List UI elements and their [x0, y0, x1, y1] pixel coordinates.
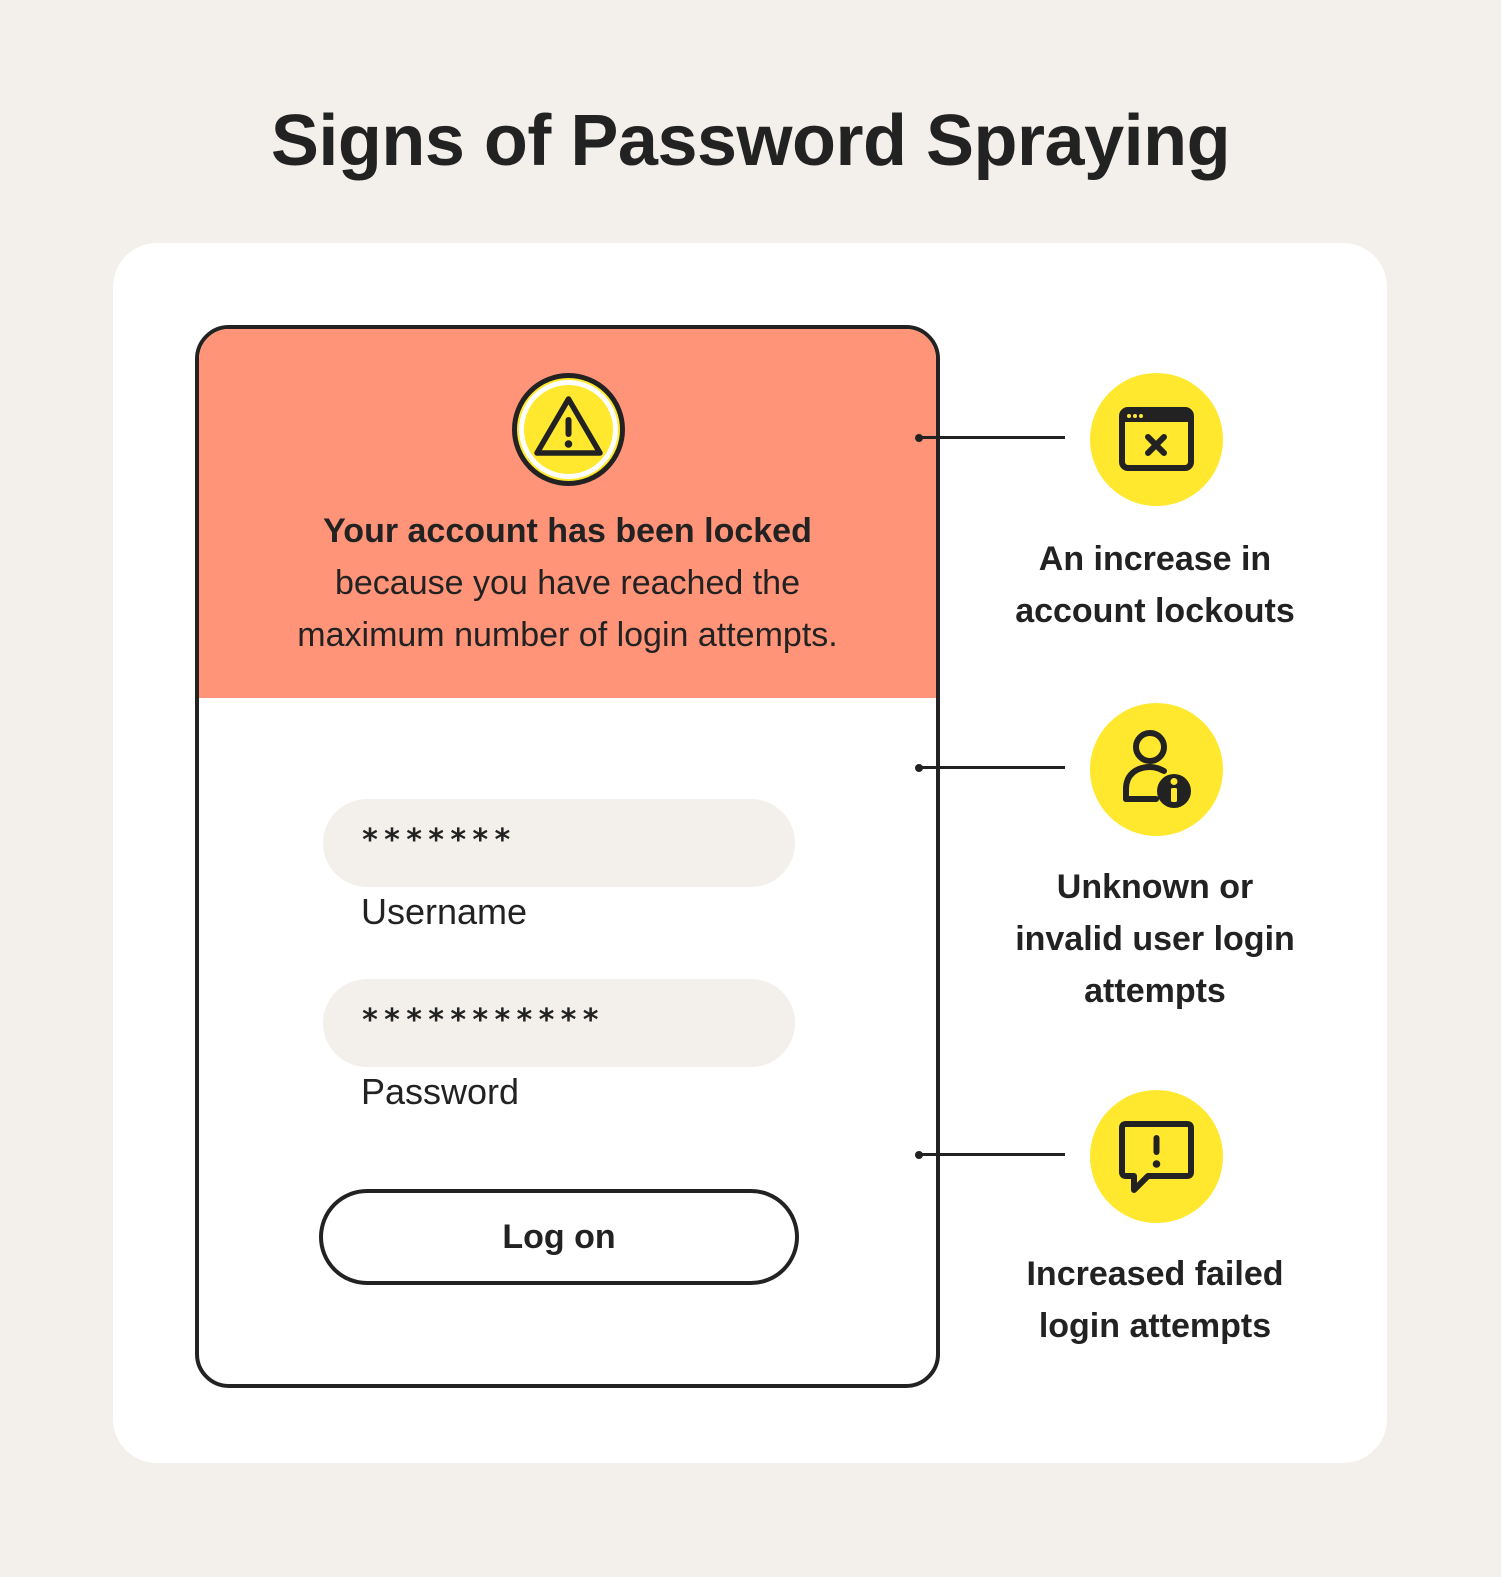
sign-label-lockouts: An increase in account lockouts: [1015, 540, 1295, 630]
page-title: Signs of Password Spraying: [270, 101, 1231, 181]
lockout-message-line3: maximum number of login attempts.: [297, 616, 838, 654]
warning-triangle-icon: [510, 371, 627, 488]
connector-line: [920, 766, 1065, 769]
password-value: ***********: [361, 1003, 604, 1038]
log-on-button[interactable]: Log on: [319, 1189, 799, 1285]
lockout-message-line2: because you have reached the: [334, 564, 800, 602]
lockout-message-bold: Your account has been locked: [323, 512, 812, 550]
connector-line: [920, 436, 1065, 439]
browser-window-x-icon: [1090, 373, 1223, 506]
username-value: *******: [361, 823, 516, 858]
sign-label-failed-logins: Increased failed login attempts: [1026, 1255, 1284, 1345]
lockout-alert-banner: [199, 329, 936, 698]
login-card: [195, 325, 940, 1388]
connector-line: [920, 1153, 1065, 1156]
lockout-message: [199, 505, 936, 661]
username-label: Username: [361, 891, 528, 932]
user-info-icon: [1090, 703, 1223, 836]
password-field[interactable]: [323, 979, 795, 1067]
chat-exclamation-icon: [1090, 1090, 1223, 1223]
password-label: Password: [361, 1071, 520, 1112]
sign-label-invalid-users: Unknown or invalid user login attempts: [1015, 868, 1295, 1010]
username-field[interactable]: [323, 799, 795, 887]
